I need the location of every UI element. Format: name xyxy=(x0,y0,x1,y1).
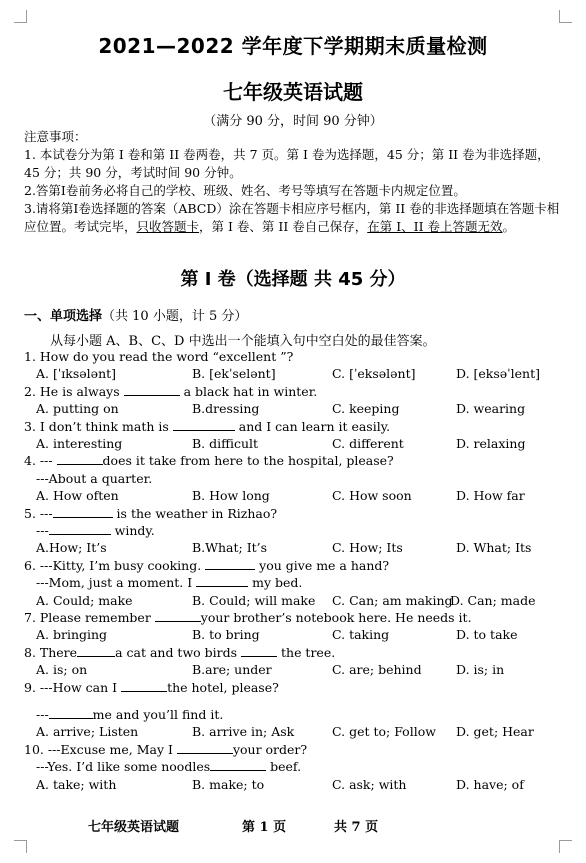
notes-item-3-underlined-b: 在第 I、II 卷上答题无效 xyxy=(367,219,503,234)
question-stem xyxy=(24,348,564,365)
answer-text: --- xyxy=(36,707,49,722)
option-row xyxy=(24,592,564,609)
dialogue-answer xyxy=(24,574,564,591)
exam-subtitle: 七年级英语试题 xyxy=(223,80,363,104)
score-time-note: （满分 90 分，时间 90 分钟） xyxy=(203,114,383,129)
stem-text: the tree. xyxy=(277,644,336,660)
option-c: C. get to; Follow xyxy=(332,724,436,740)
option-a: A. Could; make xyxy=(36,592,133,608)
answer-text: ---Mom, just a moment. I xyxy=(36,575,197,591)
option-c: C. taking xyxy=(332,627,390,643)
option-c: C. different xyxy=(332,436,404,451)
answer-blank xyxy=(49,708,93,719)
stem-text: your brother’s notebook here. He needs it. xyxy=(200,610,472,625)
stem-text: is the weather in Rizhao? xyxy=(112,505,278,521)
dialogue-answer xyxy=(24,758,564,775)
footer-subject: 七年级英语试题 xyxy=(88,820,180,835)
answer-blank xyxy=(121,681,167,692)
question-stem xyxy=(24,644,564,661)
notes-title: 注意事项： xyxy=(24,129,87,144)
option-d: D. get; Hear xyxy=(456,724,534,740)
option-row xyxy=(24,723,564,740)
option-c: C. Can; am making xyxy=(332,592,453,608)
footer-page-number: 第 1 页 xyxy=(242,820,287,835)
option-d: D. How far xyxy=(456,488,525,504)
stem-text: a black hat in winter. xyxy=(179,383,318,399)
option-b: B. make; to xyxy=(192,776,265,792)
question-item xyxy=(24,679,564,741)
question-stem xyxy=(24,383,564,400)
option-c: C. ask; with xyxy=(332,776,407,792)
answer-blank xyxy=(210,760,266,771)
option-d: D. to take xyxy=(456,627,518,643)
option-a: A. putting on xyxy=(36,401,119,417)
notes-item-3-part-a: 3.请将第I卷选择题的答案（ABCD）涂在答题卡相应序号框内，第 II 卷的非选择题填在答题卡相应位置。考试完毕， xyxy=(24,201,560,234)
notes-item-3-part-c: ，第 I 卷、第 II 卷自己保存， xyxy=(199,219,368,234)
option-d: D. What; Its xyxy=(456,540,532,556)
stem-text: 4. --- xyxy=(24,453,57,469)
option-d: D. relaxing xyxy=(456,436,526,451)
option-b: B.dressing xyxy=(192,401,260,417)
stem-text: 1. How do you read the word “excellent ”? xyxy=(24,349,294,364)
option-b: B.are; under xyxy=(192,662,272,678)
answer-blank xyxy=(177,743,233,754)
option-b: B. How long xyxy=(192,488,270,504)
question-item xyxy=(24,741,564,793)
option-a: A. How often xyxy=(36,488,119,504)
question-item xyxy=(24,383,564,418)
answer-text: ---Yes. I’d like some noodles xyxy=(36,759,211,775)
stem-text: does it take from here to the hospital, please? xyxy=(102,453,394,469)
crop-mark-bottom-right xyxy=(559,840,572,853)
option-b: B. to bring xyxy=(192,627,260,643)
answer-blank xyxy=(124,385,180,396)
section-title: 一、单项选择 xyxy=(24,309,103,324)
notes-block xyxy=(24,128,564,236)
answer-text: me and you’ll find it. xyxy=(92,707,224,722)
stem-text: you give me a hand? xyxy=(255,557,390,573)
dialogue-answer xyxy=(24,522,564,539)
stem-text: 5. --- xyxy=(24,505,53,521)
dialogue-answer: ---About a quarter. xyxy=(36,470,153,486)
answer-blank xyxy=(53,507,113,518)
stem-text: 9. ---How can I xyxy=(24,679,122,695)
spacer xyxy=(24,696,564,706)
option-c: C. keeping xyxy=(332,401,400,417)
option-row xyxy=(24,776,564,793)
question-item xyxy=(24,644,564,679)
footer-page-total: 共 7 页 xyxy=(334,820,379,835)
option-row xyxy=(24,487,564,504)
stem-text: and I can learn it easily. xyxy=(234,418,391,434)
option-a: A. interesting xyxy=(36,436,123,451)
answer-blank xyxy=(173,420,235,431)
option-row xyxy=(24,435,564,452)
question-item xyxy=(24,452,564,504)
question-stem xyxy=(24,557,564,574)
question-stem xyxy=(24,741,564,758)
stem-text: the hotel, please? xyxy=(167,679,279,695)
option-c: C. How; Its xyxy=(332,540,403,556)
option-b: B. difficult xyxy=(192,436,259,451)
crop-mark-top-left xyxy=(14,10,27,23)
option-row xyxy=(24,626,564,643)
question-item xyxy=(24,348,564,383)
option-b: B. arrive in; Ask xyxy=(192,724,295,740)
option-b: B. [ekˈselənt] xyxy=(192,366,276,382)
option-d: D. Can; made xyxy=(450,592,536,608)
answer-blank xyxy=(49,524,111,535)
notes-item-2: 2.答第I卷前务必将自己的学校、班级、姓名、考号等填写在答题卡内规定位置。 xyxy=(24,183,466,198)
option-a: A.How; It’s xyxy=(36,540,107,556)
option-row xyxy=(24,365,564,382)
stem-text: 6. ---Kitty, I’m busy cooking. xyxy=(24,557,206,573)
option-d: D. [eksəˈlent] xyxy=(456,366,540,382)
option-a: A. [ˈɪksələnt] xyxy=(36,366,117,382)
option-d: D. have; of xyxy=(456,776,524,792)
section-instruction: 从每小题 A、B、C、D 中选出一个能填入句中空白处的最佳答案。 xyxy=(50,334,436,349)
option-c: C. are; behind xyxy=(332,662,422,678)
question-stem xyxy=(24,505,564,522)
part-heading: 第 I 卷（选择题 共 45 分） xyxy=(180,269,406,290)
option-a: A. take; with xyxy=(36,776,117,792)
option-c: C. [ˈeksələnt] xyxy=(332,366,416,382)
question-stem xyxy=(24,679,564,696)
stem-text: your order? xyxy=(232,741,308,757)
option-d: D. is; in xyxy=(456,662,505,678)
answer-blank xyxy=(205,559,255,570)
option-a: A. bringing xyxy=(36,627,108,643)
answer-blank xyxy=(196,576,248,587)
crop-mark-top-right xyxy=(559,10,572,23)
section-count: （共 10 小题，计 5 分） xyxy=(102,309,248,324)
stem-text: 8. There xyxy=(24,644,78,660)
answer-text: --- xyxy=(36,523,49,538)
notes-item-1: 1. 本试卷分为第 I 卷和第 II 卷两卷，共 7 页。第 I 卷为选择题，45 分；第 II 卷为非选择题，45 分；共 90 分，考试时间 90 分钟。 xyxy=(24,147,550,180)
question-stem xyxy=(24,609,564,626)
answer-blank xyxy=(57,454,103,465)
question-item xyxy=(24,418,564,453)
dialogue-answer xyxy=(24,706,564,723)
notes-item-3-part-e: 。 xyxy=(502,219,516,234)
option-c: C. How soon xyxy=(332,488,412,504)
answer-text: my bed. xyxy=(248,575,303,591)
question-stem xyxy=(24,418,564,435)
notes-item-3 xyxy=(24,200,564,236)
stem-text: 7. Please remember xyxy=(24,610,155,625)
option-row xyxy=(24,539,564,556)
option-d: D. wearing xyxy=(456,401,526,417)
answer-blank xyxy=(77,646,115,657)
question-stem xyxy=(24,452,564,469)
answer-blank xyxy=(155,611,201,622)
section-heading xyxy=(24,305,247,324)
question-item xyxy=(24,557,564,609)
question-item xyxy=(24,505,564,557)
question-item xyxy=(24,609,564,644)
answer-text: beef. xyxy=(266,759,302,775)
stem-text: 10. ---Excuse me, May I xyxy=(24,741,177,757)
option-row xyxy=(24,661,564,678)
option-b: B.What; It’s xyxy=(192,540,268,556)
question-list xyxy=(24,348,564,793)
notes-item-3-underlined-a: 只收答题卡 xyxy=(136,219,200,234)
answer-text: windy. xyxy=(110,523,155,538)
exam-title: 2021—2022 学年度下学期期末质量检测 xyxy=(98,34,488,58)
stem-text: a cat and two birds xyxy=(115,644,242,660)
answer-blank xyxy=(241,646,277,657)
option-a: A. is; on xyxy=(36,662,88,678)
option-a: A. arrive; Listen xyxy=(36,724,139,740)
option-row xyxy=(24,400,564,417)
stem-text: 2. He is always xyxy=(24,383,124,399)
option-b: B. Could; will make xyxy=(192,592,316,608)
stem-text: 3. I don’t think math is xyxy=(24,418,173,434)
crop-mark-bottom-left xyxy=(14,840,27,853)
